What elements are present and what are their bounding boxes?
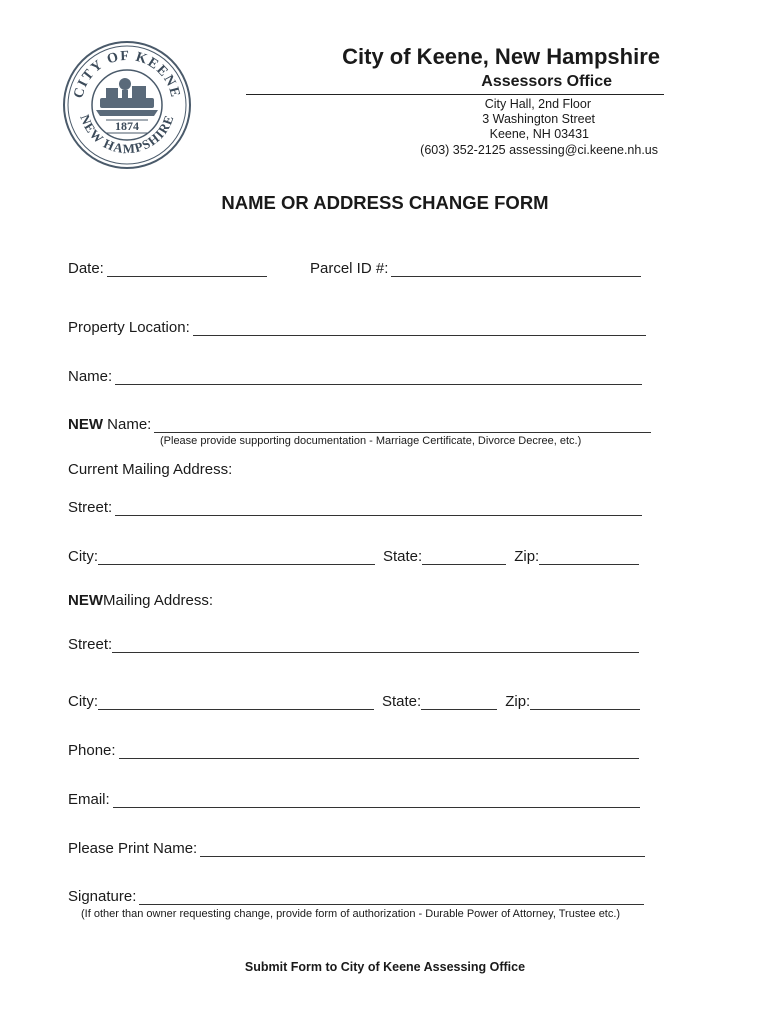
- zip-label: Zip:: [514, 548, 540, 565]
- new-mailing-heading: Mailing Address:: [103, 592, 214, 609]
- seal-year: 1874: [115, 119, 139, 133]
- phone-row: [68, 742, 639, 759]
- header-subtitle: Assessors Office: [481, 73, 612, 90]
- city-state-zip-row: [68, 548, 639, 565]
- city-label: City:: [68, 548, 98, 565]
- date-label: Date:: [68, 260, 104, 277]
- new-mailing-prefix: NEW: [68, 592, 103, 609]
- address-line-3: Keene, NH 03431: [489, 127, 589, 141]
- new-city-label: City:: [68, 693, 98, 710]
- state-field[interactable]: [422, 549, 506, 565]
- signature-field[interactable]: [139, 889, 644, 905]
- parcel-label: Parcel ID #:: [310, 260, 389, 277]
- email-row: [68, 791, 640, 808]
- header-divider: [246, 94, 664, 95]
- property-location-label: Property Location:: [68, 319, 190, 336]
- new-zip-label: Zip:: [505, 693, 531, 710]
- new-street-row: [68, 636, 639, 653]
- address-line-2: 3 Washington Street: [482, 112, 595, 126]
- street-row: [68, 499, 642, 516]
- zip-field[interactable]: [539, 549, 639, 565]
- seal-top-text: CITY OF KEENE: [71, 48, 183, 100]
- signature-note: (If other than owner requesting change, provide form of authorization - Durable Power of Attorney, Trustee etc.): [81, 908, 621, 920]
- new-city-field[interactable]: [98, 694, 374, 710]
- street-field[interactable]: [115, 500, 642, 516]
- seal-scene-icon: [96, 78, 158, 116]
- new-name-note: (Please provide supporting documentation - Marriage Certificate, Divorce Decree, etc.): [160, 435, 582, 447]
- email-field[interactable]: [113, 792, 640, 808]
- new-street-field[interactable]: [112, 637, 639, 653]
- header-title: City of Keene, New Hampshire: [342, 44, 660, 69]
- date-row: [68, 260, 267, 277]
- new-zip-field[interactable]: [530, 694, 640, 710]
- phone-label: Phone:: [68, 742, 116, 759]
- new-name-label: Name:: [103, 416, 152, 433]
- signature-row: [68, 888, 644, 905]
- current-mailing-heading: Current Mailing Address:: [68, 461, 233, 478]
- street-label: Street:: [68, 499, 113, 516]
- contact-line: (603) 352-2125 assessing@ci.keene.nh.us: [420, 143, 658, 157]
- signature-label: Signature:: [68, 888, 137, 905]
- parcel-row: [310, 260, 641, 277]
- print-name-field[interactable]: [200, 841, 645, 857]
- parcel-field[interactable]: [391, 261, 641, 277]
- new-name-row: [68, 416, 651, 433]
- email-label: Email:: [68, 791, 110, 808]
- new-state-label: State:: [382, 693, 422, 710]
- name-row: [68, 368, 642, 385]
- new-name-prefix: NEW: [68, 416, 103, 433]
- footer-instruction: Submit Form to City of Keene Assessing Office: [244, 960, 526, 974]
- new-mailing-heading-row: [68, 592, 213, 609]
- property-location-field[interactable]: [193, 320, 646, 336]
- phone-field[interactable]: [119, 743, 639, 759]
- name-label: Name:: [68, 368, 113, 385]
- new-city-state-zip-row: [68, 693, 640, 710]
- print-name-label: Please Print Name:: [68, 840, 198, 857]
- form-title: NAME OR ADDRESS CHANGE FORM: [221, 192, 549, 213]
- new-street-label: Street:: [68, 636, 113, 653]
- state-label: State:: [383, 548, 423, 565]
- date-field[interactable]: [107, 261, 267, 277]
- property-location-row: [68, 319, 646, 336]
- print-name-row: [68, 840, 645, 857]
- name-field[interactable]: [115, 369, 642, 385]
- city-seal-logo: [62, 40, 192, 170]
- new-name-field[interactable]: [154, 417, 651, 433]
- address-line-1: City Hall, 2nd Floor: [484, 97, 591, 111]
- seal-bottom-text: NEW HAMPSHIRE: [77, 112, 177, 157]
- new-state-field[interactable]: [421, 694, 497, 710]
- city-field[interactable]: [98, 549, 375, 565]
